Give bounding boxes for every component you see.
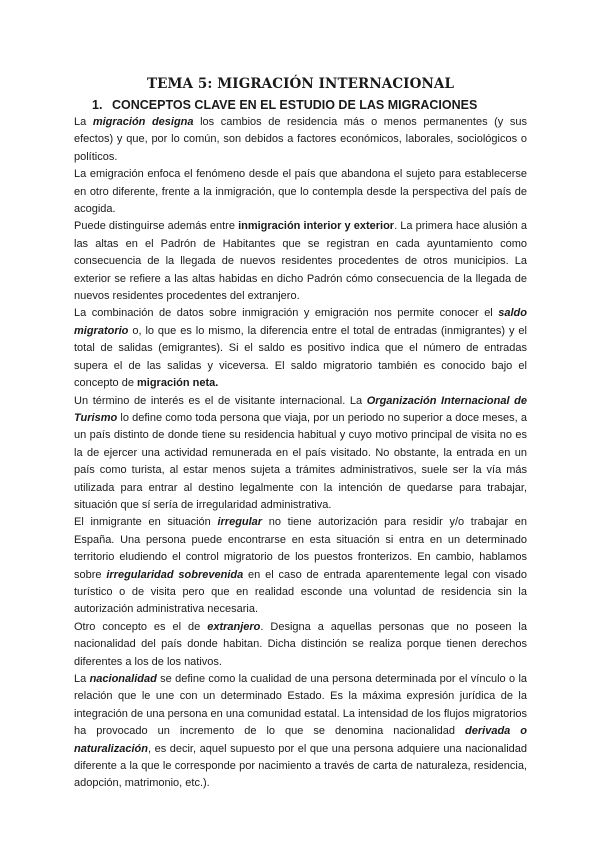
text-run: Un término de interés es el de visitante internacional. La: [74, 394, 367, 407]
paragraph-p2: [74, 166, 527, 218]
text-run: . La primera hace alusión a las altas en el Padrón de Habitantes que se registran en cada ayuntamiento como consecuencia de la llegada de nuevos residentes procedentes de otros municipios. La exterior se refiere a las altas habidas en dicho Padrón cómo consecuencia de la llegada de nuevos residentes procedentes del extranjero.: [74, 220, 527, 303]
paragraph-p6: [74, 514, 527, 618]
bold-italic-term: derivada o naturalización: [74, 725, 527, 755]
text-run: La combinación de datos sobre inmigración y emigración nos permite conocer el: [74, 307, 499, 320]
text-run: Otro concepto es el de: [74, 620, 208, 633]
text-run: o, lo que es lo mismo, la diferencia entre el total de entradas (inmigrantes) y el total de salidas (emigrantes). Si el saldo es positivo indica que el número de entradas supera el de las salidas y viceversa. El saldo migratorio también es conocido bajo el concepto de: [74, 324, 527, 390]
section-heading: [92, 98, 527, 112]
bold-italic-term: saldo migratorio: [74, 307, 527, 337]
text-run: Puede distinguirse además entre: [74, 220, 239, 233]
text-run: los cambios de residencia más o menos permanentes (y sus efectos) y que, por lo común, son debidos a factores económicos, laborales, sociológicos o políticos.: [74, 116, 527, 163]
bold-italic-term: extranjero: [207, 620, 261, 633]
bold-italic-term: migración designa: [92, 116, 194, 128]
text-run: en el caso de entrada aparentemente legal con visado turístico o de visita pero que en realidad esconde una voluntad de residencia sin la autorización administrativa necesaria.: [74, 568, 527, 616]
text-run: , es decir, aquel supuesto por el que una persona adquiere una nacionalidad diferente a la que le corresponde por nacimiento a través de carta de naturaleza, residencia, adopción, matrimonio, etc.).: [74, 742, 527, 790]
bold-italic-term: nacionalidad: [89, 673, 157, 685]
text-run: El inmigrante en situación: [74, 516, 218, 529]
text-run: no tiene autorización para residir y/o trabajar en España. Una persona puede encontrarse en esta situación si entra en un determinado territorio eludiendo el control migratorio de los puestos fronterizos. En cambio, hablamos sobre: [74, 516, 527, 581]
text-run: La emigración enfoca el fenómeno desde el país que abandona el sujeto para establecerse en otro diferente, frente a la inmigración, que lo contempla desde la perspectiva del país de acogida.: [74, 168, 527, 216]
text-run: lo define como toda persona que viaja, por un periodo no superior a doce meses, a un país distinto de donde tiene su residencia habitual y cuyo motivo principal de visita no es la de ejercer una actividad remunerada en el país visitado. No obstante, la entrada en un país como turista, al estar menos sujeta a trámites administrativos, suele ser la vía más utilizada para entrar al destino legalmente con la intención de quedarse para trabajar, situación que sí sería de irregularidad administrativa.: [74, 411, 527, 511]
paragraph-p8: [74, 671, 527, 793]
section-label: CONCEPTOS CLAVE EN EL ESTUDIO DE LAS MIGRACIONES: [112, 98, 478, 112]
text-run: La: [74, 673, 90, 685]
paragraph-p3: [74, 218, 527, 305]
section-number: 1.: [92, 98, 103, 112]
paragraph-p5: [74, 393, 527, 515]
text-run: La: [74, 116, 93, 128]
text-run: se define como la cualidad de una persona determinada por el vínculo o la relación que le une con un determinado Estado. Es la máxima expresión jurídica de la integración de una persona en una comunidad estatal. La intensidad de los flujos migratorios ha provocado un incremento de lo que se denomina nacionalidad: [74, 673, 527, 738]
bold-italic-term: irregularidad sobrevenida: [106, 568, 244, 581]
bold-term: migración neta.: [137, 377, 219, 390]
text-run: . Designa a aquellas personas que no poseen la nacionalidad del país donde habitan. Dicha distinción se realiza porque tienen derechos diferentes a los de los nativos.: [74, 620, 527, 668]
bold-term: inmigración interior y exterior: [238, 220, 395, 233]
paragraph-p7: [74, 619, 527, 671]
body-text: [74, 114, 527, 793]
bold-italic-term: irregular: [217, 516, 263, 529]
page-title: TEMA 5: MIGRACIÓN INTERNACIONAL: [146, 76, 455, 92]
document-page: [74, 70, 527, 793]
bold-italic-term: Organización Internacional de Turismo: [74, 394, 527, 424]
paragraph-p1: [74, 114, 527, 166]
paragraph-p4: [74, 305, 527, 392]
